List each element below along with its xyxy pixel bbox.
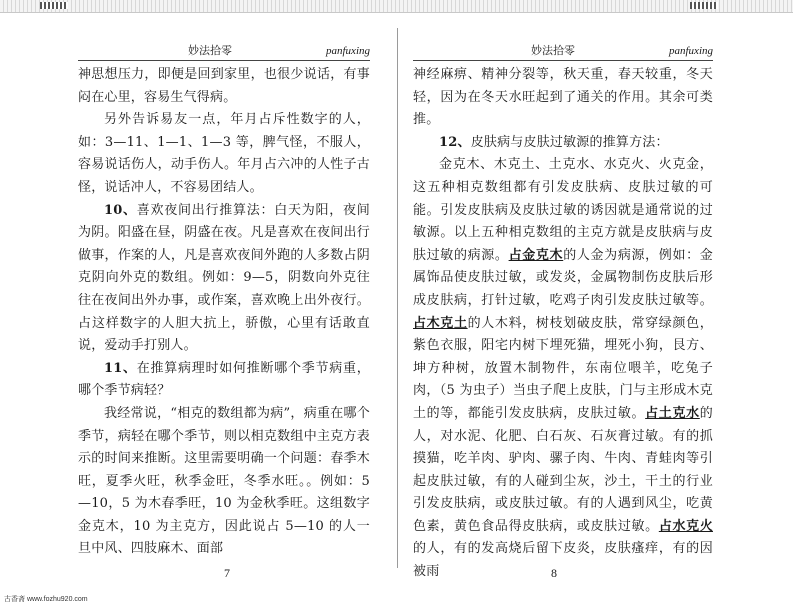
keyword: 占金克木 (508, 247, 564, 263)
paragraph (78, 200, 370, 358)
paragraph: 我经常说，“相克的数组都为病”，病重在哪个季节，病轻在哪个季节，则以相克数组中主克方表示的时间来推断。这里需要明确一个问题：春季木旺，夏季火旺，秋季金旺，冬季水旺。。例如：5—10，5 为木春季旺，10 为金秋季旺。这组数字金克木，10 为主克方，因此说占 5—10 的人一旦中风、四肢麻木、面部 (78, 405, 370, 557)
scan-top-strip (0, 0, 793, 13)
paragraph-text: 在推算病理时如何推断哪个季节病重，哪个季节病轻？ (78, 360, 370, 399)
page-number: 7 (224, 566, 230, 580)
book-spine (397, 28, 398, 568)
paragraph: 另外告诉易友一点，年月占斥性数字的人，如：3—11、1—1、1—3 等，脾气怪，不服人，容易说话伤人，动手伤人。年月占六冲的人性子古怪，说话冲人，不容易团结人。 (78, 112, 370, 195)
section-number: 10、 (104, 202, 137, 218)
paragraph-text: 喜欢夜间出行推算法：白天为阳，夜间为阴。阳盛在昼，阴盛在夜。凡是喜欢在夜间出行做事，作案的人，凡是喜欢夜间外跑的人多数占阴克阴向外克的数组。例如：9—5，阴数向外克往往在夜间出外办事，或作案，喜欢晚上出外夜行。占这样数字的人胆大抗上，骄傲，心里有话敢直说，爱动手打别人。 (78, 202, 370, 354)
keyword: 占水克火 (658, 518, 713, 534)
page-header (413, 44, 713, 61)
right-page (413, 44, 713, 580)
paragraph-text: 金克木、木克土、土克水、水克火、火克金，这五种相克数组都有引发皮肤病、皮肤过敏的可能。引发皮肤病及皮肤过敏的诱因就是通常说的过敏源。以上五种相克数组的主克方就是皮肤病与皮肤过敏的病源。 (413, 157, 713, 263)
paragraph-text: 的人木料，树枝划破皮肤，常穿绿颜色，紫色衣服，阳宅内树下埋死猫，埋死小狗，艮方、坤方种树，放置木制物件，东南位喂羊，吃兔子肉，（5 为虫子）当虫子爬上皮肤，门与主形成木克土的等，都能引发皮肤病，皮肤过敏。 (413, 315, 713, 421)
page-header (78, 44, 370, 61)
paragraph-text: 的人金为病源，例如：金属饰品使皮肤过敏，或发炎，金属物制伤皮肤后形成皮肤病，打针过敏，吃鸡子肉引发皮肤过敏等。 (413, 247, 713, 308)
paragraph: 神经麻痹、精神分裂等，秋天重，春天较重，冬天轻，因为在冬天水旺起到了通关的作用。其余可类推。 (413, 67, 713, 128)
header-title: 妙法拾零 (188, 44, 232, 57)
paragraph (78, 358, 370, 403)
left-page (78, 44, 370, 580)
keyword: 占土克水 (645, 405, 700, 421)
page-body (78, 64, 370, 561)
paragraph-text: 的人，有的发高烧后留下皮炎，皮肤瘙痒，有的因被雨 (413, 541, 713, 580)
page-number: 8 (551, 566, 557, 580)
header-author: panfuxing (326, 45, 370, 57)
keyword: 占木克土 (413, 315, 468, 331)
section-number: 12、 (439, 134, 471, 150)
header-author: panfuxing (669, 45, 713, 57)
paragraph (413, 154, 713, 583)
scan-mark (40, 2, 68, 9)
scan-mark (690, 2, 718, 9)
paragraph-text: 的人，对水泥、化肥、白石灰、石灰膏过敏。有的抓摸猫，吃羊肉、驴肉、骡子肉、牛肉、青蛙肉等引起皮肤过敏，有的人碰到尘灰，沙土，干土的行业引发皮肤病，或皮肤过敏。有的人遇到风尘，吃黄色素，黄色食品得皮肤病，或皮肤过敏。 (413, 405, 713, 534)
section-heading: 皮肤病与皮肤过敏源的推算方法： (470, 134, 669, 150)
paragraph (413, 132, 713, 155)
page-body (413, 64, 713, 584)
watermark-footer: 古香斋 www.fozhu920.com (4, 596, 88, 603)
header-title: 妙法拾零 (531, 44, 575, 57)
section-number: 11、 (104, 360, 137, 376)
paragraph: 神思想压力，即便是回到家里，也很少说话，有事闷在心里，容易生气得病。 (78, 67, 370, 105)
